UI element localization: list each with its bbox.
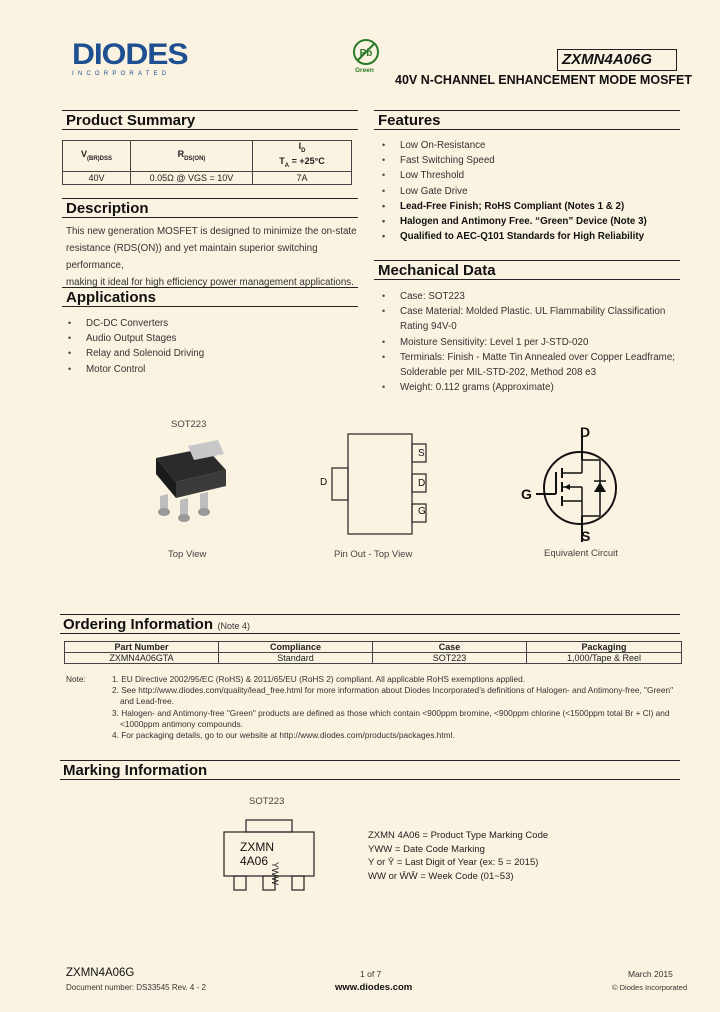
list-item: • Low On-Resistance (378, 138, 647, 153)
list-item: • Audio Output Stages (64, 331, 204, 346)
list-item: • Case: SOT223 (378, 289, 678, 304)
chip-line-1: ZXMN (240, 840, 274, 854)
mechanical-title: Mechanical Data (378, 262, 496, 279)
top-view-caption: Top View (168, 549, 207, 560)
chip-line-2: 4A06 (240, 854, 269, 868)
ordering-note-ref: (Note 4) (217, 621, 250, 631)
footer-part: ZXMN4A06G (66, 967, 135, 979)
footer-page: 1 of 7 (360, 969, 382, 979)
ordering-header-cell: Compliance (219, 642, 373, 653)
marking-header (60, 760, 680, 780)
list-item: • Qualified to AEC-Q101 Standards for High Reliability (378, 229, 647, 244)
green-badge-text: Pb (359, 48, 373, 59)
note-item: 4. For packaging details, go to our website at http://www.diodes.com/products/packages.html. (112, 730, 455, 741)
pin-label-s: S (418, 448, 425, 459)
ps-cell-id: 7A (253, 171, 352, 184)
description-line: This new generation MOSFET is designed to minimize the on-state (66, 226, 357, 237)
note-item: 3. Halogen- and Antimony-free "Green" products are defined as those which contain <900ppm bromine, <900ppm chlorine (<1500ppm total Br + Cl) and (112, 707, 670, 718)
list-item: • Fast Switching Speed (378, 153, 647, 168)
product-summary-title: Product Summary (66, 112, 196, 129)
ps-header-vbrdss: $V_{(BR)DSS}$ (63, 141, 131, 172)
ordering-cell: ZXMN4A06GTA (65, 653, 219, 664)
notes-label: Note: (66, 674, 86, 684)
pin-label-g: G (418, 506, 426, 517)
marking-package-label: SOT223 (249, 796, 285, 807)
list-item: • Weight: 0.112 grams (Approximate) (378, 380, 678, 395)
diodes-logo (72, 40, 207, 80)
legend-line: Y or Ȳ = Last Digit of Year (ex: 5 = 2015) (368, 857, 539, 868)
list-item: • Motor Control (64, 362, 204, 377)
description-line: making it ideal for high efficiency power management applications. (66, 277, 354, 288)
list-item: • Halogen and Antimony Free. “Green” Device (Note 3) (378, 214, 647, 229)
ordering-cell: SOT223 (373, 653, 527, 664)
features-list (378, 138, 647, 244)
applications-list (64, 316, 204, 377)
circuit-label-s: S (581, 528, 591, 544)
list-item: • Relay and Solenoid Driving (64, 346, 204, 361)
legend-line: YWW = Date Code Marking (368, 843, 485, 855)
list-item: • Terminals: Finish - Matte Tin Annealed over Copper Leadframe; Solderable per MIL-STD-202, Method 208 e3 (378, 350, 678, 380)
list-item: • DC-DC Converters (64, 316, 204, 331)
marking-title: Marking Information (63, 762, 208, 779)
list-item: • Lead-Free Finish; RoHS Compliant (Notes 1 & 2) (378, 199, 647, 214)
logo-text: DIODES (72, 38, 188, 71)
marking-legend (368, 829, 548, 883)
product-summary-table (62, 140, 352, 185)
description-line: resistance (RDS(ON)) and yet maintain superior switching performance, (66, 243, 318, 271)
ordering-header-cell: Part Number (65, 642, 219, 653)
logo-subtext: INCORPORATED (72, 71, 171, 77)
page-subtitle: 40V N-CHANNEL ENHANCEMENT MODE MOSFET (395, 73, 693, 87)
ordering-header-cell: Case (373, 642, 527, 653)
mechanical-list (378, 289, 678, 395)
note-item: <1000ppm antimony compounds. (120, 718, 243, 729)
features-title: Features (378, 112, 441, 129)
legend-line: ZXMN 4A06 = Product Type Marking Code (368, 830, 549, 841)
description-text (66, 223, 358, 291)
ordering-title: Ordering Information (63, 616, 213, 633)
package-label: SOT223 (171, 419, 207, 430)
ps-header-rdson: $R_{DS(ON)}$ (131, 141, 253, 172)
list-item: • Low Threshold (378, 168, 647, 183)
note-item: 2. See http://www.diodes.com/quality/lead_free.html for more information about Diodes Incorporated’s definitions of Halogen- and Antimony-free, "Green" (112, 685, 674, 696)
circuit-label-d: D (580, 424, 591, 440)
footer-doc-number: Document number: DS33545 Rev. 4 - 2 (66, 983, 206, 992)
ps-cell-voltage: 40V (63, 171, 131, 184)
mechanical-header (374, 260, 680, 280)
mosfet-symbol (536, 434, 626, 542)
footer-website[interactable]: www.diodes.com (335, 982, 413, 993)
list-item: • Low Gate Drive (378, 184, 647, 199)
ordering-header (60, 614, 680, 634)
sot223-package-image (146, 440, 234, 526)
note-item: and Lead-free. (120, 696, 174, 707)
description-header (62, 198, 358, 218)
notes-list (112, 674, 682, 741)
legend-line: WW or W̄W̄ = Week Code (01~53) (368, 870, 514, 882)
note-item: 1. EU Directive 2002/95/EC (RoHS) & 2011/65/EU (RoHS 2) compliant. All applicable RoHS exemptions applied. (112, 674, 526, 684)
chip-marking (240, 840, 274, 868)
ordering-table (64, 641, 682, 664)
applications-title: Applications (66, 289, 157, 306)
part-number-box: ZXMN4A06G (557, 49, 677, 71)
list-item: • Case Material: Molded Plastic. UL Flammability Classification Rating 94V-0 (378, 304, 678, 334)
pinout-caption: Pin Out - Top View (334, 549, 413, 560)
ordering-cell: Standard (219, 653, 373, 664)
green-pb-icon (352, 38, 380, 66)
chip-date-code: YWW (270, 862, 280, 885)
footer-copyright: © Diodes Incorporated (612, 983, 688, 992)
ps-cell-rdson: 0.05Ω @ VGS = 10V (131, 171, 253, 184)
ps-header-id: $I_D$ $T_A = +25^\circ C$ (253, 141, 352, 172)
pin-label-left: D (320, 477, 328, 488)
green-label: Green (355, 67, 374, 74)
circuit-caption: Equivalent Circuit (544, 548, 618, 559)
pin-label-d: D (418, 478, 426, 489)
applications-header (62, 287, 358, 307)
circuit-label-g: G (521, 486, 532, 502)
ordering-cell: 1,000/Tape & Reel (527, 653, 682, 664)
description-title: Description (66, 200, 149, 217)
features-header (374, 110, 680, 130)
ordering-header-cell: Packaging (527, 642, 682, 653)
footer-date: March 2015 (628, 969, 673, 979)
list-item: • Moisture Sensitivity: Level 1 per J-STD-020 (378, 335, 678, 350)
product-summary-header (62, 110, 358, 130)
